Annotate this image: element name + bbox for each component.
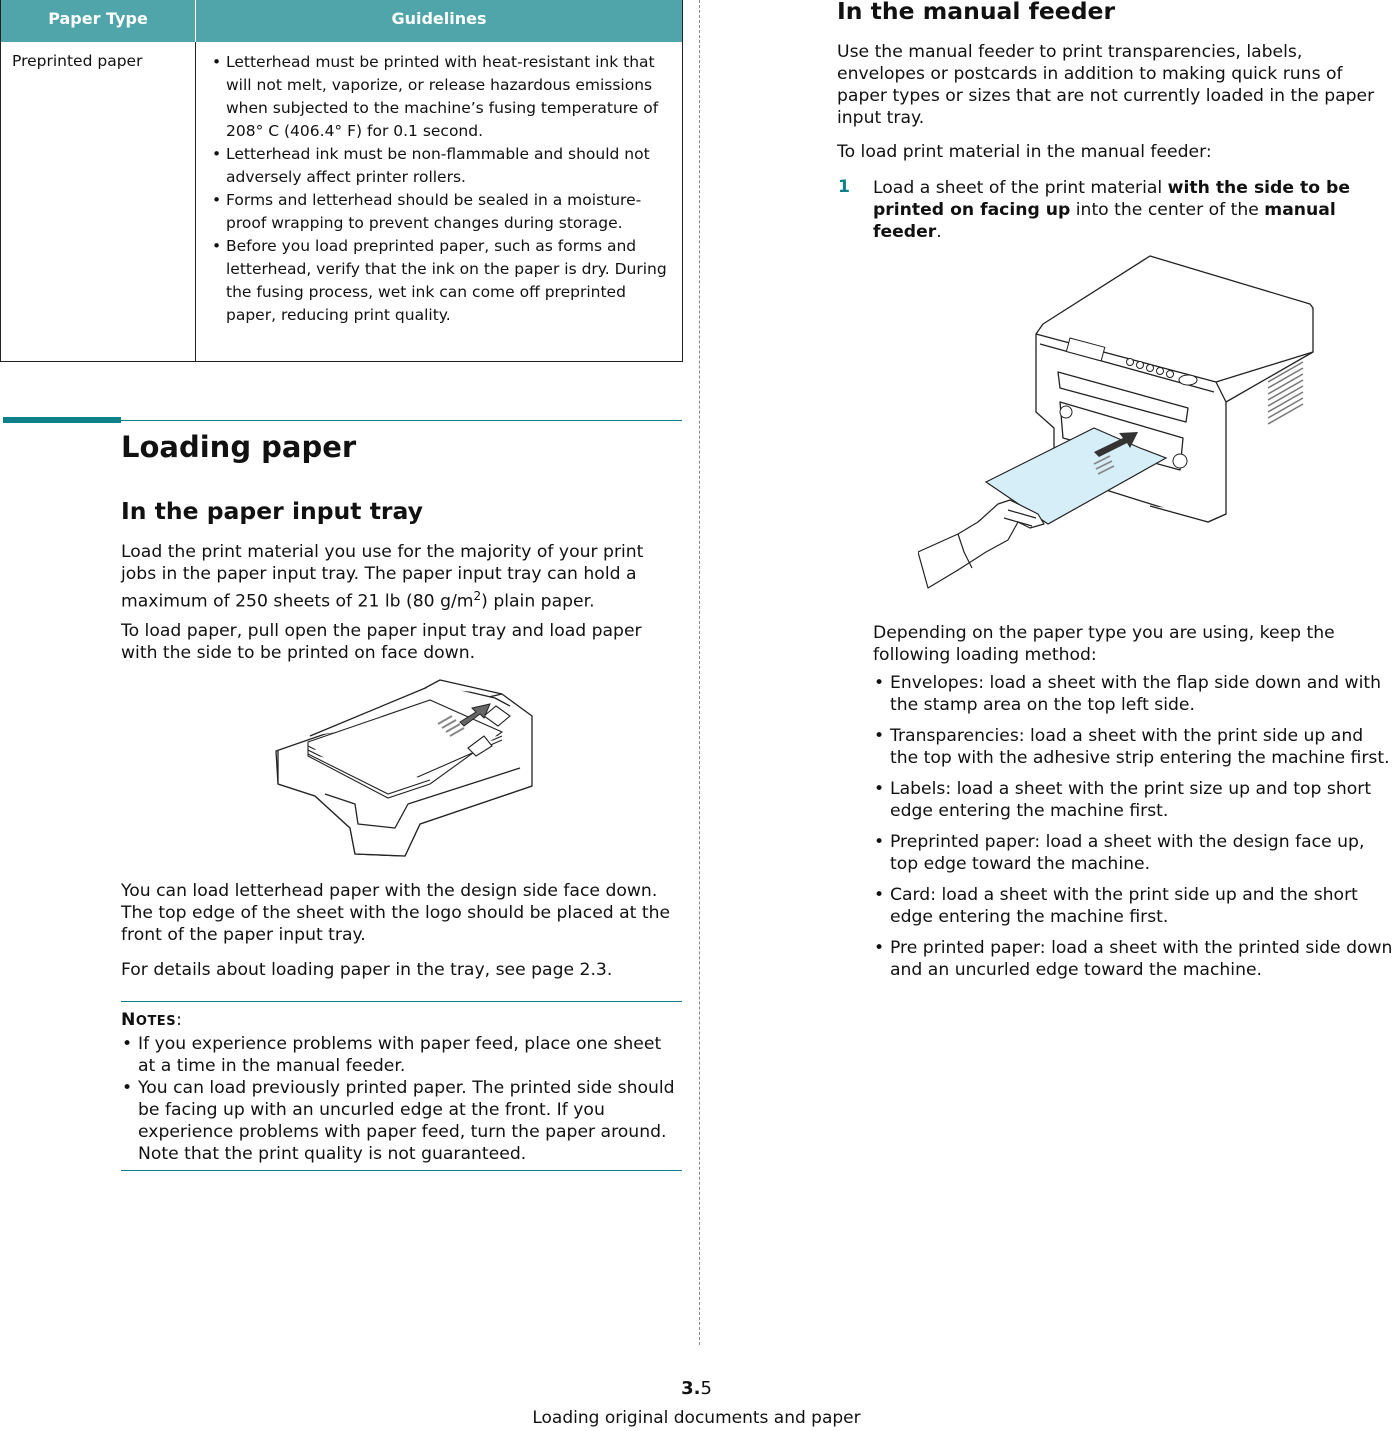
table-header — [1, 0, 682, 42]
notes-title: NOTES: — [121, 1010, 182, 1030]
loading-method-item: • Preprinted paper: load a sheet with the design face up, top edge toward the machine. — [870, 831, 1393, 875]
section-rule — [121, 420, 682, 421]
notes-rule-bottom — [121, 1170, 682, 1171]
printer-illustration — [918, 252, 1320, 604]
table-row — [1, 42, 682, 361]
page-number: 3.5 — [681, 1378, 712, 1399]
footer-title: Loading original documents and paper — [532, 1408, 861, 1428]
notes-rule-top — [121, 1001, 682, 1002]
note-item: • You can load previously printed paper. The printed side should be facing up with an uncurled edge at the front. If you experience problems with paper feed, turn the paper around. Note that the print quality is not guaranteed. — [121, 1077, 681, 1165]
note-item: • If you experience problems with paper feed, place one sheet at a time in the manual feeder. — [121, 1033, 681, 1077]
manual-feeder-heading: In the manual feeder — [837, 0, 1116, 25]
manual-feeder-paragraph-1: Use the manual feeder to print transparencies, labels, envelopes or postcards in addition to making quick runs of paper types or sizes that are not currently loaded in the paper input tray. — [837, 42, 1375, 128]
loading-method-item: • Pre printed paper: load a sheet with the printed side down and an uncurled edge toward the machine. — [870, 937, 1393, 981]
input-tray-paragraph-1: Load the print material you use for the majority of your print jobs in the paper input tray. The paper input tray can hold a maximum of 250 sheets of 21 lb (80 $g/m^2$) plain paper. — [121, 542, 644, 612]
manual-feeder-paragraph-3: Depending on the paper type you are using, keep the following loading method: — [873, 623, 1335, 665]
input-tray-heading: In the paper input tray — [121, 497, 423, 525]
input-tray-paragraph-3: You can load letterhead paper with the design side face down. The top edge of the sheet with the logo should be placed at the front of the paper input tray. — [121, 881, 671, 945]
guideline-item: • Before you load preprinted paper, such as forms and letterhead, verify that the ink on the paper is dry. During the fusing process, wet ink can come off preprinted paper, reducing print quality. — [208, 235, 672, 327]
guidelines-table — [0, 0, 683, 362]
loading-method-list — [870, 672, 1393, 990]
cell-paper-type: Preprinted paper — [1, 42, 196, 361]
paper-tray-illustration — [270, 676, 538, 860]
guideline-item: • Letterhead ink must be non-flammable and should not adversely affect printer rollers. — [208, 143, 672, 189]
column-divider — [699, 0, 700, 1345]
input-tray-paragraph-2: To load paper, pull open the paper input tray and load paper with the side to be printed on face down. — [121, 621, 642, 663]
input-tray-paragraph-4: For details about loading paper in the tray, see page 2.3. — [121, 960, 613, 980]
guideline-item: • Forms and letterhead should be sealed in a moisture-proof wrapping to prevent changes during storage. — [208, 189, 672, 235]
loading-method-item: • Labels: load a sheet with the print size up and top short edge entering the machine first. — [870, 778, 1393, 822]
step-number: 1 — [838, 177, 850, 197]
guideline-item: • Letterhead must be printed with heat-resistant ink that will not melt, vaporize, or release hazardous emissions when subjected to the machine’s fusing temperature of 208° C (406.4° F) for 0.1 second. — [208, 51, 672, 143]
cell-guidelines — [196, 42, 682, 361]
header-paper-type: Paper Type — [1, 0, 196, 42]
manual-feeder-paragraph-2: To load print material in the manual feeder: — [837, 142, 1212, 162]
notes-box — [121, 1009, 681, 1165]
header-guidelines: Guidelines — [391, 9, 487, 28]
loading-method-item: • Envelopes: load a sheet with the flap side down and with the stamp area on the top left side. — [870, 672, 1393, 716]
loading-method-item: • Card: load a sheet with the print side up and the short edge entering the machine first. — [870, 884, 1393, 928]
loading-method-item: • Transparencies: load a sheet with the print side up and the top with the adhesive strip entering the machine first. — [870, 725, 1393, 769]
section-title: Loading paper — [121, 430, 357, 464]
step-text: Load a sheet of the print material with the side to be printed on facing up into the center of the manual feeder. — [873, 178, 1350, 242]
section-rule-accent — [3, 417, 121, 423]
